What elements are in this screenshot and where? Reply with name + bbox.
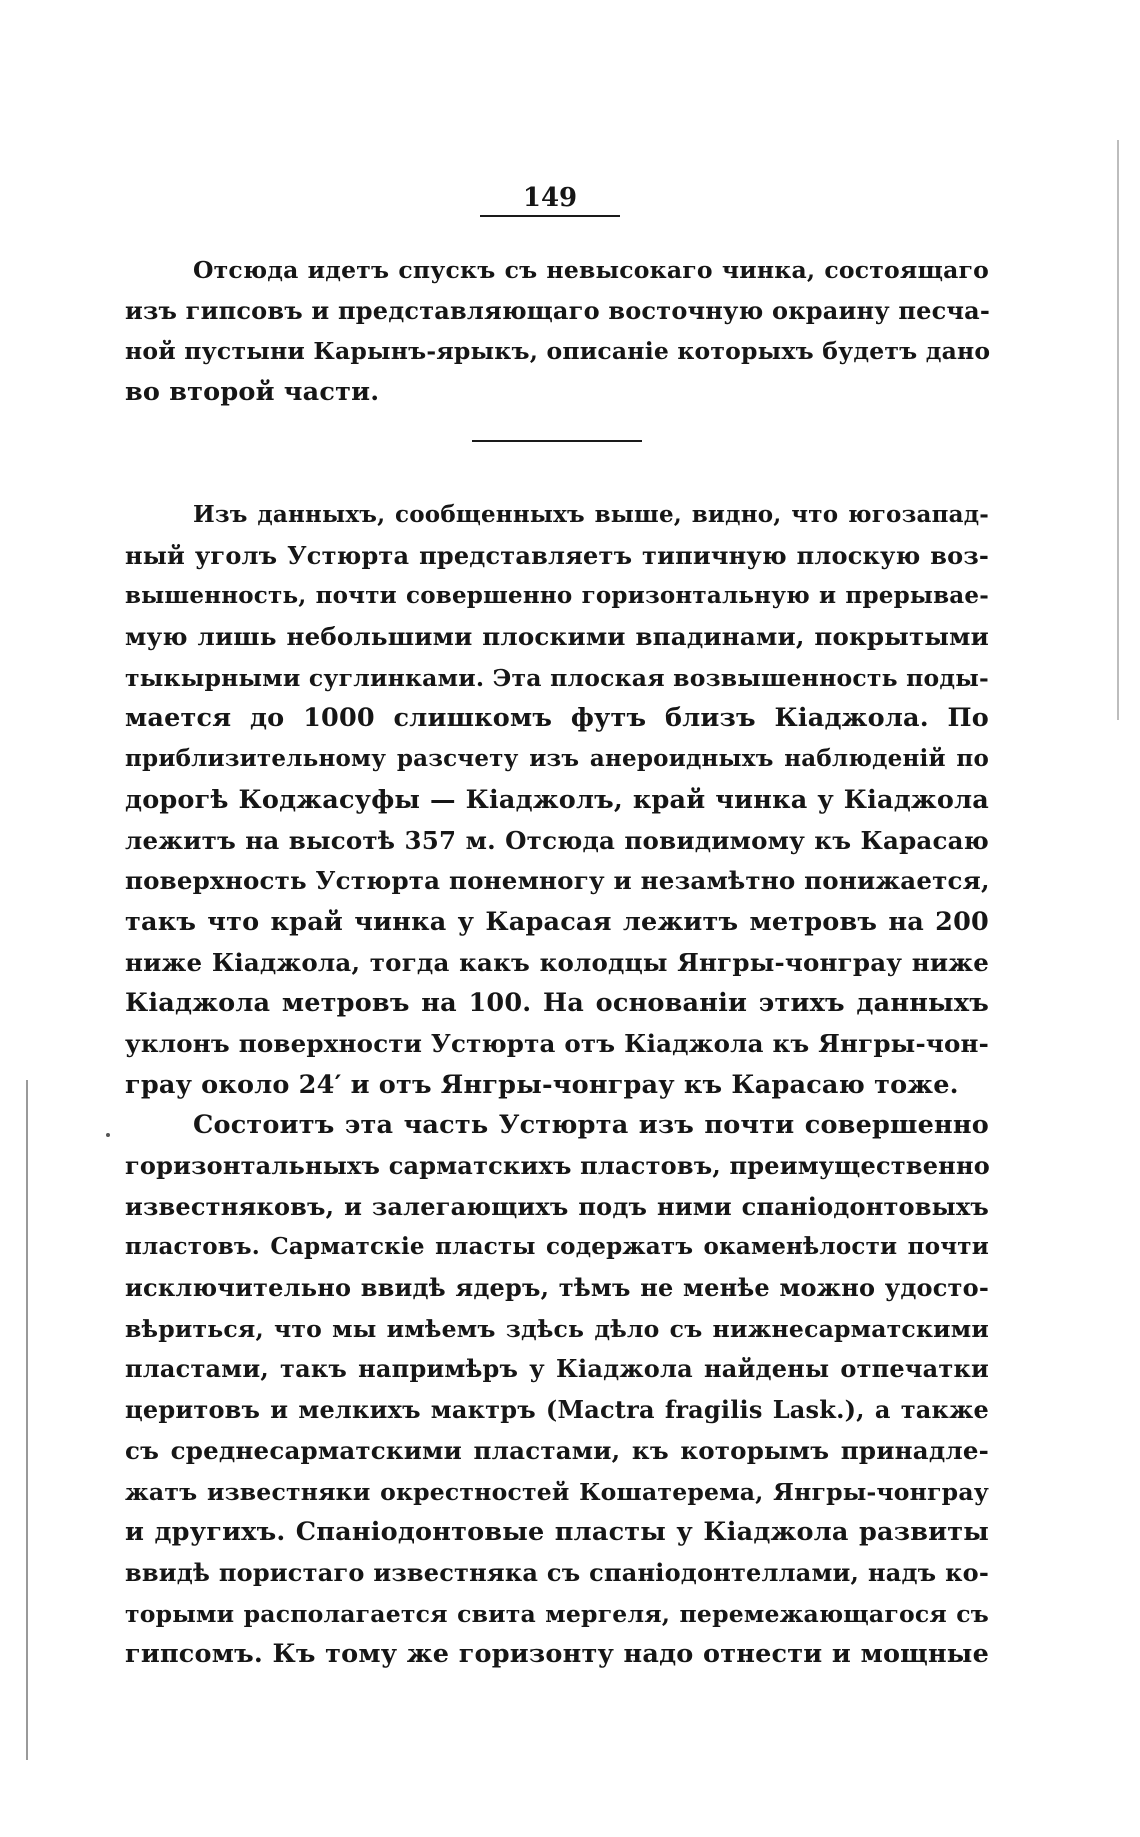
text-line: ниже Кіаджола, тогда какъ колодцы Янгры-чонграу ниже — [125, 947, 989, 977]
page-number-underline — [480, 215, 620, 217]
margin-dot — [106, 1133, 110, 1137]
text-line: церитовъ и мелкихъ мактръ (Mactra fragilis Lask.), а также — [125, 1395, 989, 1425]
scan-edge-right — [1117, 140, 1119, 720]
text-line: мую лишь небольшими плоскими впадинами, покрытыми — [125, 622, 989, 652]
text-line: торыми располагается свита мергеля, перемежающагося съ — [125, 1599, 989, 1628]
text-line: Отсюда идетъ спускъ съ невысокаго чинка, состоящаго — [193, 256, 989, 284]
text-line: ввидѣ пористаго известняка съ спаніодонтеллами, надъ ко- — [125, 1557, 989, 1587]
text-line: ной пустыни Карынъ-ярыкъ, описаніе которыхъ будетъ дано — [125, 337, 991, 366]
text-line: жатъ известняки окрестностей Кошатерема, Янгры-чонграу — [125, 1477, 989, 1506]
text-line: съ среднесарматскими пластами, къ которымъ принадле- — [125, 1435, 989, 1465]
scan-edge-left — [26, 1080, 28, 1760]
paragraph-1 — [125, 250, 989, 413]
text-line: мается до 1000 слишкомъ футъ близъ Кіаджола. По — [125, 703, 989, 734]
text-line: Кіаджола метровъ на 100. На основаніи этихъ данныхъ — [125, 988, 989, 1019]
text-line: вышенность, почти совершенно горизонтальную и прерывае- — [125, 582, 989, 610]
text-line: уклонъ поверхности Устюрта отъ Кіаджола къ Янгры-чон- — [125, 1028, 989, 1058]
text-line: известняковъ, и залегающихъ подъ ними спаніодонтовыхъ — [125, 1191, 989, 1221]
text-line: поверхность Устюрта понемногу и незамѣтно понижается, — [125, 866, 990, 896]
page-number: 149 — [522, 183, 578, 213]
section-divider — [472, 440, 642, 442]
text-line: во второй части. — [125, 377, 380, 408]
text-line: такъ что край чинка у Карасая лежитъ метровъ на 200 — [125, 906, 989, 937]
text-line: исключительно ввидѣ ядеръ, тѣмъ не менѣе можно удосто- — [125, 1273, 989, 1303]
text-line: Состоитъ эта часть Устюрта изъ почти совершенно — [193, 1110, 989, 1141]
text-line: приблизительному разсчету изъ анероидныхъ наблюденій по — [125, 745, 989, 773]
text-line: изъ гипсовъ и представляющаго восточную окраину песча- — [125, 295, 991, 325]
text-line: пластами, такъ напримѣръ у Кіаджола найдены отпечатки — [125, 1354, 989, 1384]
text-line: тыкырными суглинками. Эта плоская возвышенность поды- — [125, 663, 989, 692]
text-line: гипсомъ. Къ тому же горизонту надо отнести и мощные — [125, 1639, 989, 1670]
text-line: горизонтальныхъ сарматскихъ пластовъ, преимущественно — [125, 1151, 990, 1180]
text-line: лежитъ на высотѣ 357 м. Отсюда повидимому къ Карасаю — [125, 825, 989, 855]
text-line: Изъ данныхъ, сообщенныхъ выше, видно, что югозапад- — [193, 501, 989, 528]
text-line: пластовъ. Сарматскіе пласты содержатъ окаменѣлости почти — [125, 1233, 989, 1261]
text-line: вѣриться, что мы имѣемъ здѣсь дѣло съ нижнесарматскими — [125, 1314, 989, 1343]
text-line: и другихъ. Спаніодонтовые пласты у Кіаджола развиты — [125, 1517, 989, 1548]
text-line: ный уголъ Устюрта представляетъ типичную плоскую воз- — [125, 540, 989, 570]
text-line: грау около 24′ и отъ Янгры-чонграу къ Карасаю тоже. — [125, 1069, 959, 1100]
paragraph-2 — [125, 495, 989, 1675]
text-line: дорогѣ Коджасуфы — Кіаджолъ, край чинка у Кіаджола — [125, 784, 989, 815]
